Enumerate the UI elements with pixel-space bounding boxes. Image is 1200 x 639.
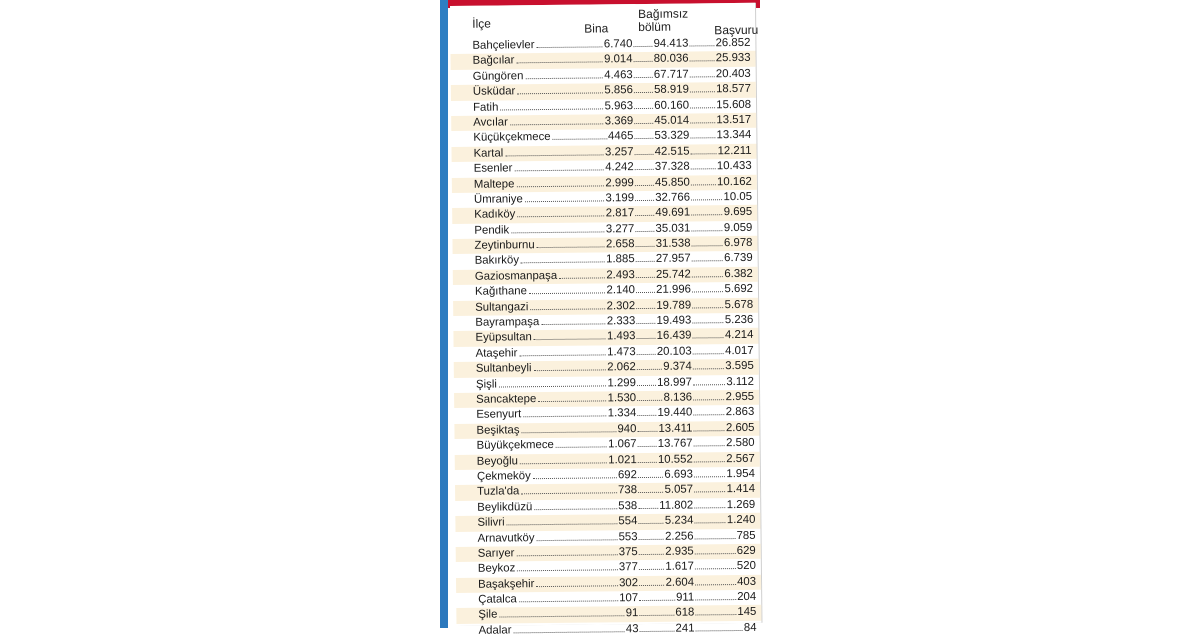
bina-value: 1.885: [606, 253, 635, 266]
district-name: Ümraniye: [473, 193, 523, 206]
bagimsiz-bolum-value: 18.997: [657, 376, 693, 389]
bagimsiz-bolum-value: 60.160: [654, 99, 690, 112]
bina-value: 554: [618, 515, 638, 528]
bagimsiz-bolum-value: 16.439: [656, 329, 692, 343]
district-name: Sultanbeyli: [475, 362, 532, 375]
bagimsiz-bolum-value: 58.919: [653, 83, 689, 97]
bagimsiz-bolum-value: 32.766: [655, 191, 691, 204]
bagimsiz-bolum-value: 35.031: [655, 222, 691, 235]
basvuru-value: 13.517: [716, 113, 752, 127]
district-name: Beylikdüzü: [477, 500, 533, 514]
basvuru-value: 403: [736, 575, 757, 588]
bagimsiz-bolum-value: 25.742: [655, 268, 691, 281]
district-name: Esenyurt: [476, 408, 522, 422]
basvuru-value: 4.214: [724, 329, 754, 342]
basvuru-value: 1.414: [726, 483, 756, 496]
blue-side-strip: [440, 0, 448, 628]
basvuru-value: 6.382: [724, 267, 753, 281]
bina-value: 940: [617, 422, 637, 436]
basvuru-value: 84: [743, 621, 757, 634]
district-name: Sancaktepe: [476, 393, 537, 406]
district-name: Beşiktaş: [476, 424, 520, 437]
basvuru-value: 18.577: [715, 83, 751, 96]
basvuru-value: 2.567: [726, 452, 755, 465]
newspaper-clipping: [440, 0, 760, 637]
bagimsiz-bolum-value: 19.789: [656, 299, 692, 312]
bina-value: 91: [625, 607, 639, 620]
bina-value: 2.062: [607, 361, 636, 374]
basvuru-value: 6.739: [724, 252, 753, 265]
bina-value: 43: [625, 622, 639, 636]
basvuru-value: 10.433: [716, 159, 752, 173]
bina-value: 2.302: [606, 299, 636, 313]
basvuru-value: 204: [737, 590, 757, 604]
bagimsiz-bolum-value: 5.057: [664, 483, 694, 497]
district-name: Arnavutköy: [477, 531, 535, 545]
district-name: Silivri: [477, 516, 505, 529]
header-ilce: İlçe: [472, 16, 491, 31]
bagimsiz-bolum-value: 2.256: [664, 529, 694, 543]
basvuru-value: 2.580: [726, 436, 755, 450]
district-name: Çatalca: [478, 593, 517, 606]
bagimsiz-bolum-value: 1.617: [665, 560, 694, 574]
district-name: Tuzla'da: [477, 485, 520, 499]
bina-value: 107: [619, 592, 639, 605]
district-name: Şile: [478, 608, 498, 622]
bina-value: 1.299: [607, 376, 637, 389]
bina-value: 1.334: [607, 407, 637, 420]
bagimsiz-bolum-value: 6.693: [664, 468, 693, 481]
bagimsiz-bolum-value: 94.413: [653, 37, 689, 50]
bagimsiz-bolum-value: 67.717: [653, 68, 689, 81]
bagimsiz-bolum-value: 618: [675, 606, 695, 620]
bagimsiz-bolum-value: 45.014: [654, 114, 690, 127]
bagimsiz-bolum-value: 11.802: [659, 499, 694, 512]
basvuru-value: 5.236: [724, 313, 754, 327]
basvuru-value: 6.978: [723, 236, 753, 250]
bina-value: 4.463: [604, 68, 633, 82]
bagimsiz-bolum-value: 2.604: [665, 576, 695, 589]
district-name: Avcılar: [473, 116, 508, 129]
bagimsiz-bolum-value: 27.957: [655, 252, 691, 266]
basvuru-value: 2.955: [725, 390, 755, 404]
district-name: Bakırköy: [474, 254, 520, 268]
bina-value: 9.014: [603, 53, 633, 66]
district-name: Bahçelievler: [472, 39, 535, 52]
bagimsiz-bolum-value: 241: [675, 622, 695, 635]
basvuru-value: 12.211: [717, 144, 752, 157]
basvuru-value: 20.403: [715, 67, 751, 81]
basvuru-value: 145: [737, 606, 757, 619]
district-name: Başakşehir: [477, 577, 535, 591]
bina-value: 692: [617, 469, 637, 482]
district-name: Güngören: [472, 70, 524, 83]
bina-value: 3.257: [604, 145, 634, 159]
district-name: Bayrampaşa: [475, 316, 540, 329]
basvuru-value: 26.852: [715, 36, 751, 50]
bagimsiz-bolum-value: 49.691: [655, 206, 691, 220]
table-header: [450, 3, 759, 38]
bagimsiz-bolum-value: 8.136: [663, 391, 693, 404]
header-bagimsiz-bolum: Bağımsız bölüm: [638, 6, 689, 35]
basvuru-value: 3.595: [725, 360, 754, 373]
bina-value: 3.369: [604, 115, 634, 128]
district-name: Fatih: [472, 101, 499, 114]
bina-value: 2.493: [606, 268, 635, 282]
bagimsiz-bolum-value: 5.234: [664, 514, 694, 527]
district-name: Maltepe: [473, 177, 515, 191]
basvuru-value: 520: [736, 560, 756, 573]
district-table: [450, 3, 761, 637]
bina-value: 738: [618, 484, 638, 497]
district-name: Kağıthane: [474, 285, 527, 299]
bina-value: 2.817: [605, 207, 635, 220]
bina-value: 302: [618, 576, 639, 589]
bina-value: 1.021: [608, 453, 637, 466]
district-name: Kadıköy: [474, 208, 516, 222]
bagimsiz-bolum-value: 10.552: [657, 453, 693, 466]
bagimsiz-bolum-value: 911: [675, 591, 695, 604]
table-row: [456, 621, 761, 639]
district-name: Üsküdar: [472, 85, 516, 98]
bina-value: 1.067: [608, 438, 637, 451]
bina-value: 2.999: [605, 176, 634, 189]
bagimsiz-bolum-value: 80.036: [653, 52, 689, 66]
bagimsiz-bolum-value: 37.328: [654, 160, 690, 173]
basvuru-value: 10.162: [716, 175, 752, 188]
bagimsiz-bolum-value: 42.515: [654, 145, 690, 158]
district-name: Sultangazi: [475, 300, 529, 314]
bina-value: 5.963: [604, 99, 634, 112]
bagimsiz-bolum-value: 31.538: [655, 237, 691, 250]
basvuru-value: 3.112: [726, 375, 755, 388]
basvuru-value: 4.017: [725, 344, 754, 357]
district-name: Çekmeköy: [476, 470, 531, 483]
bina-value: 1.493: [606, 330, 636, 343]
basvuru-value: 2.605: [725, 421, 755, 434]
district-name: Ataşehir: [475, 347, 518, 360]
header-basvuru: Başvuru: [714, 22, 759, 38]
bina-value: 538: [618, 499, 638, 512]
district-name: Şişli: [475, 378, 497, 391]
district-name: Beykoz: [477, 562, 516, 576]
basvuru-value: 1.269: [726, 498, 756, 511]
table-body: [450, 36, 761, 639]
bagimsiz-bolum-value: 53.329: [654, 129, 690, 143]
bina-value: 2.658: [605, 238, 635, 251]
bina-value: 377: [618, 561, 638, 574]
basvuru-value: 13.344: [716, 129, 752, 142]
basvuru-value: 1.954: [726, 467, 755, 481]
bagimsiz-bolum-value: 9.374: [663, 360, 692, 373]
bagimsiz-bolum-value: 19.493: [656, 314, 692, 327]
district-name: Gaziosmanpaşa: [474, 269, 558, 283]
bagimsiz-bolum-value: 19.440: [657, 406, 693, 420]
basvuru-value: 785: [736, 529, 756, 542]
bina-value: 5.856: [604, 84, 633, 97]
basvuru-value: 2.863: [725, 406, 755, 419]
bagimsiz-bolum-value: 2.935: [665, 545, 694, 558]
basvuru-value: 25.933: [715, 52, 751, 65]
bagimsiz-bolum-value: 13.767: [657, 437, 693, 451]
basvuru-value: 1.240: [726, 513, 756, 527]
bina-value: 2.140: [606, 284, 636, 297]
bina-value: 375: [618, 545, 638, 559]
district-name: Kartal: [473, 147, 504, 160]
district-name: Büyükçekmece: [476, 439, 554, 452]
district-name: Pendik: [474, 224, 510, 237]
bagimsiz-bolum-value: 21.996: [656, 283, 692, 297]
district-name: Zeytinburnu: [474, 239, 535, 252]
district-name: Sarıyer: [477, 547, 515, 560]
district-name: Küçükçekmece: [473, 131, 551, 145]
district-name: Esenler: [473, 162, 513, 175]
bina-value: 6.740: [603, 38, 633, 51]
bagimsiz-bolum-value: 13.411: [658, 422, 693, 435]
basvuru-value: 629: [736, 544, 756, 557]
district-name: Beyoğlu: [476, 454, 519, 468]
bina-value: 2.333: [606, 315, 636, 328]
bina-value: 553: [618, 530, 638, 543]
bina-value: 4465: [607, 130, 634, 143]
bina-value: 4.242: [605, 161, 634, 174]
basvuru-value: 9.059: [723, 221, 753, 234]
bina-value: 3.199: [605, 191, 635, 205]
bagimsiz-bolum-value: 20.103: [656, 345, 692, 358]
basvuru-value: 10.05: [723, 190, 753, 204]
header-bina: Bina: [584, 21, 609, 36]
bina-value: 1.473: [607, 345, 636, 359]
bina-value: 1.530: [607, 392, 637, 405]
basvuru-value: 5.678: [724, 298, 754, 311]
district-name: Eyüpsultan: [475, 331, 532, 345]
basvuru-value: 5.692: [724, 283, 754, 296]
bagimsiz-bolum-value: 45.850: [654, 176, 690, 189]
district-name: Bağcılar: [472, 54, 515, 68]
bina-value: 3.277: [605, 222, 635, 236]
basvuru-value: 15.608: [716, 98, 752, 111]
district-name: Adalar: [478, 624, 512, 637]
basvuru-value: 9.695: [723, 206, 753, 219]
